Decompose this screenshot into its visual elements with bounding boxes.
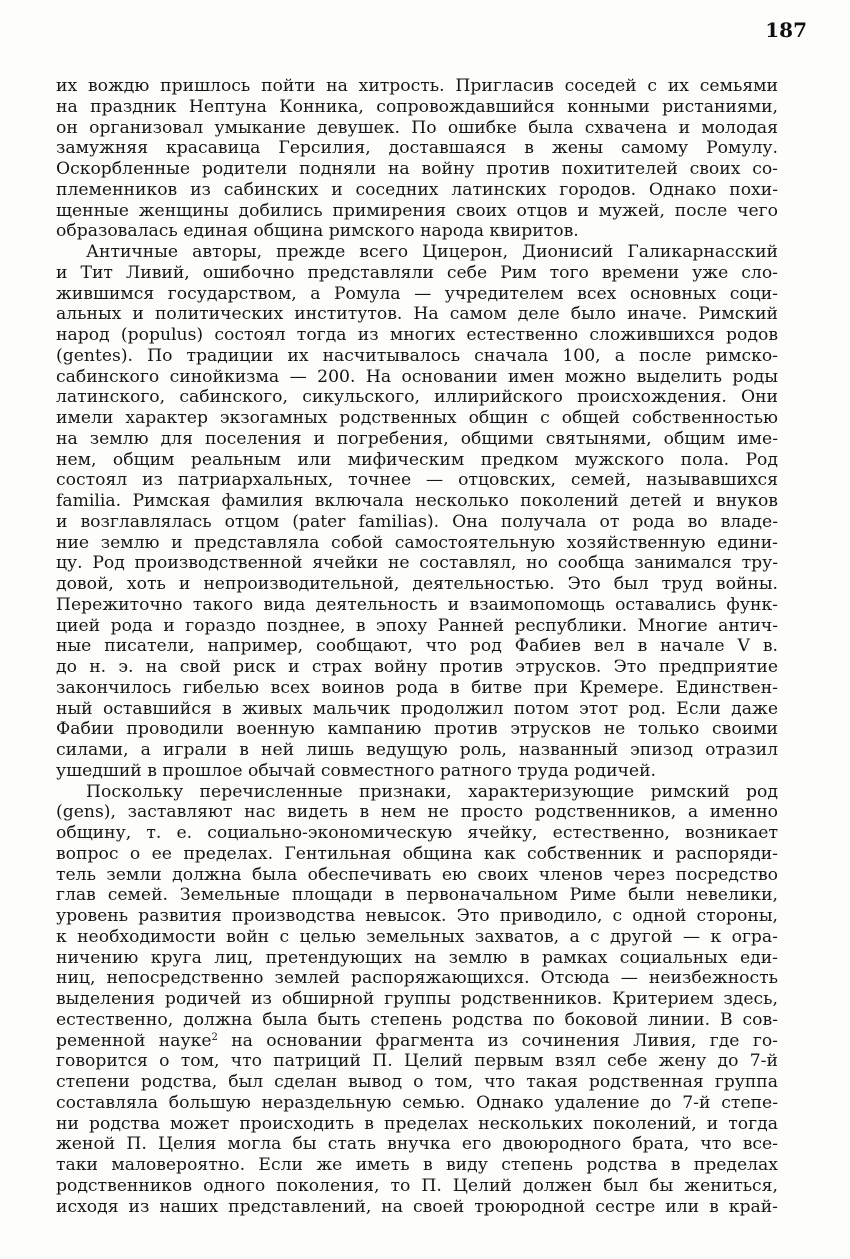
text-line: Пережиточно такого вида деятельность и взаимопомощь оставались функ- (56, 594, 778, 615)
text-line: на праздник Нептуна Конника, сопровождавшийся конными ристаниями, (56, 96, 778, 117)
text-line: Античные авторы, прежде всего Цицерон, Дионисий Галикарнасский (86, 242, 778, 262)
text-line: ни родства может происходить в пределах нескольких поколений, и тогда (56, 1113, 778, 1134)
text-line: закончилось гибелью всех воинов рода в битве при Кремере. Единствен- (56, 677, 778, 698)
text-line: он организовал умыкание девушек. По ошибке была схвачена и молодая (56, 117, 778, 138)
text-line: их вождю пришлось пойти на хитрость. Пригласив соседей с их семьями (56, 76, 778, 96)
text-line: довой, хоть и непроизводительной, деятельностью. Это был труд войны. (56, 574, 778, 594)
text-line: естественно, должна была быть степень родства по боковой линии. В сов- (56, 1009, 778, 1030)
text-line: состоял из патриархальных, точнее — отцовских, семей, называвшихся (56, 470, 778, 491)
text-line: силами, а играли в ней лишь ведущую роль, названный эпизод отразил (56, 740, 778, 760)
text-line: уровень развития производства невысок. Это приводило, с одной стороны, (56, 906, 778, 926)
text-line: цией рода и гораздо позднее, в эпоху Ранней республики. Многие антич- (56, 615, 778, 636)
paragraph-2 (56, 242, 778, 782)
text-line: тель земли должна была обеспечивать ею своих членов через посредство (56, 864, 778, 885)
text-line: Оскорбленные родители подняли на войну против похитителей своих со- (56, 159, 778, 179)
text-line: таки маловероятно. Если же иметь в виду степень родства в пределах (56, 1155, 778, 1175)
text-line: говорится о том, что патриций П. Целий первым взял себе жену до 7-й (56, 1051, 778, 1072)
text-line: вопрос о ее пределах. Гентильная община как собственник и распоряди- (56, 843, 778, 864)
paragraph-1 (56, 76, 778, 242)
text-line: и возглавлялась отцом (pater familias). Она получала от рода во владе- (56, 511, 778, 532)
text-line: альных и политических институтов. На самом деле было иначе. Римский (56, 304, 778, 325)
text-line: щенные женщины добились примирения своих отцов и мужей, после чего (56, 200, 778, 221)
text-line: жившимся государством, а Ромула — учредителем всех основных соци- (56, 283, 778, 304)
text-line: выделения родичей из обширной группы родственников. Критерием здесь, (56, 989, 778, 1009)
text-line: ные писатели, например, сообщают, что род Фабиев вел в начале V в. (56, 636, 778, 657)
body-text (56, 76, 778, 1217)
footnote-mark[interactable]: 2 (211, 1031, 218, 1043)
text-line: образовалась единая община римского народа квиритов. (56, 221, 579, 242)
text-line: женой П. Целия могла бы стать внучка его двоюродного брата, что все- (56, 1134, 778, 1155)
paragraph-3 (56, 782, 778, 1218)
text-line: Поскольку перечисленные признаки, характеризующие римский род (86, 781, 778, 802)
text-line: родственников одного поколения, то П. Целий должен был бы жениться, (56, 1175, 778, 1196)
text-line: на землю для поселения и погребения, общими святынями, общим име- (56, 428, 778, 449)
text-line: ный оставшийся в живых мальчик продолжил потом этот род. Если даже (56, 698, 778, 719)
text-line: цу. Род производственной ячейки не составлял, но сообща занимался тру- (56, 553, 778, 574)
text-line: ничению круга лиц, претендующих на землю в рамках социальных еди- (56, 947, 778, 968)
text-line: ременной науке$^2$ на основании фрагмента из сочинения Ливия, где го- (56, 1030, 778, 1051)
text-line: степени родства, был сделан вывод о том, что такая родственная группа (56, 1072, 778, 1092)
text-line: (gens), заставляют нас видеть в нем не просто родственников, а именно (56, 802, 778, 823)
text-line: латинского, сабинского, сикульского, иллирийского происхождения. Они (56, 387, 778, 408)
text-line: и Тит Ливий, ошибочно представляли себе Рим того времени уже сло- (56, 262, 778, 283)
text-line: familia. Римская фамилия включала несколько поколений детей и внуков (56, 491, 778, 511)
text-line: нем, общим реальным или мифическим предком мужского пола. Род (56, 449, 778, 470)
text-line: сабинского синойкизма — 200. На основании имен можно выделить роды (56, 366, 778, 387)
text-line: ушедший в прошлое обычай совместного ратного труда родичей. (56, 760, 657, 781)
text-line: глав семей. Земельные площади в первоначальном Риме были невелики, (56, 885, 778, 906)
text-line: Фабии проводили военную кампанию против этрусков не только своими (56, 719, 778, 740)
text-line: общину, т. е. социально-экономическую ячейку, естественно, возникает (56, 823, 778, 843)
footnote-line-rest: на основании фрагмента из сочинения Ливия, где го- (217, 1030, 778, 1051)
text-line: до н. э. на свой риск и страх войну против этрусков. Это предприятие (56, 657, 778, 677)
text-line: племенников из сабинских и соседних латинских городов. Однако похи- (56, 179, 778, 200)
text-line: составляла большую нераздельную семью. Однако удаление до 7-й степе- (56, 1092, 778, 1113)
text-line: (gentes). По традиции их насчитывалось сначала 100, а после римско- (56, 345, 778, 366)
text-line: ние землю и представляла собой самостоятельную хозяйственную едини- (56, 532, 778, 553)
page-number: 187 (765, 18, 807, 42)
text-line: исходя из наших представлений, на своей троюродной сестре или в край- (56, 1196, 778, 1217)
text-line: народ (populus) состоял тогда из многих естественно сложившихся родов (56, 325, 778, 345)
text-line: замужняя красавица Герсилия, доставшаяся в жены самому Ромулу. (56, 138, 778, 159)
text-line: к необходимости войн с целью земельных захватов, а с другой — к огра- (56, 926, 778, 947)
text-line: имели характер экзогамных родственных общин с общей собственностью (56, 408, 778, 428)
text-line: ниц, непосредственно землей распоряжающихся. Отсюда — неизбежность (56, 968, 778, 989)
